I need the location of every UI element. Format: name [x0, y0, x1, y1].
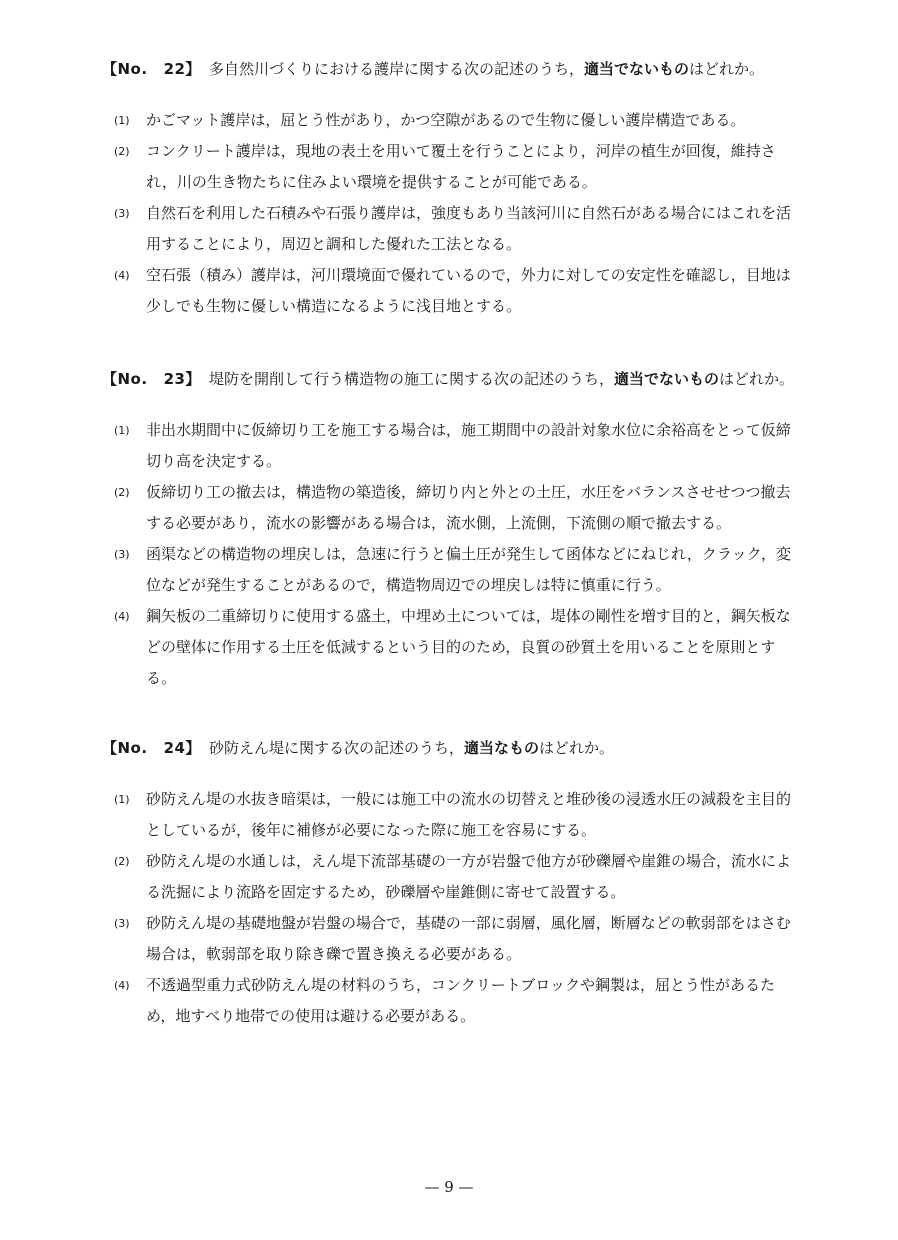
option-text: 函渠などの構造物の埋戻しは，急速に行うと偏土圧が発生して函体などにねじれ，クラック，変位などが発生することがあるので，構造物周辺での埋戻しは特に慎重に行う。 — [146, 545, 792, 594]
option-item — [102, 846, 802, 908]
question-header — [102, 737, 802, 759]
page-number: — 9 — — [424, 1178, 474, 1196]
option-item — [102, 601, 802, 694]
option-number: (3) — [114, 917, 130, 930]
option-number: (3) — [114, 207, 130, 220]
question-23 — [102, 368, 802, 694]
option-number: (2) — [114, 145, 130, 158]
question-stem: 堤防を開削して行う構造物の施工に関する次の記述のうち， — [208, 370, 614, 388]
question-24 — [102, 737, 802, 1032]
option-number: (3) — [114, 548, 130, 561]
option-item — [102, 105, 802, 136]
option-number: (1) — [114, 114, 130, 127]
option-list — [102, 784, 802, 1032]
option-item — [102, 970, 802, 1032]
question-stem: 多自然川づくりにおける護岸に関する次の記述のうち， — [208, 60, 584, 78]
question-emphasis: 適当でないもの — [613, 370, 719, 388]
question-suffix: はどれか。 — [718, 370, 794, 388]
question-suffix: はどれか。 — [538, 739, 614, 757]
option-item — [102, 539, 802, 601]
option-number: (1) — [114, 793, 130, 806]
option-item — [102, 198, 802, 260]
option-list — [102, 415, 802, 694]
option-number: (4) — [114, 269, 130, 282]
option-text: 空石張（積み）護岸は，河川環境面で優れているので，外力に対しての安定性を確認し，目地は少しでも生物に優しい構造になるように浅目地とする。 — [146, 266, 791, 315]
option-item — [102, 908, 802, 970]
question-header — [102, 58, 802, 80]
question-suffix: はどれか。 — [688, 60, 764, 78]
option-number: (1) — [114, 424, 130, 437]
option-number: (2) — [114, 855, 130, 868]
option-item — [102, 784, 802, 846]
option-text: 不透過型重力式砂防えん堤の材料のうち，コンクリートブロックや鋼製は，屈とう性があるため，地すべり地帯での使用は避ける必要がある。 — [146, 976, 775, 1025]
option-number: (4) — [114, 610, 130, 623]
question-number: 【No. 23】 — [102, 370, 201, 388]
question-header — [102, 368, 802, 390]
option-text: 自然石を利用した石積みや石張り護岸は，強度もあり当該河川に自然石がある場合にはこれを活用することにより，周辺と調和した優れた工法となる。 — [146, 204, 792, 253]
option-list — [102, 105, 802, 322]
option-number: (2) — [114, 486, 130, 499]
option-text: コンクリート護岸は，現地の表土を用いて覆土を行うことにより，河岸の植生が回復，維持され，川の生き物たちに住みよい環境を提供することが可能である。 — [146, 142, 776, 191]
option-item — [102, 415, 802, 477]
option-text: かごマット護岸は，屈とう性があり，かつ空隙があるので生物に優しい護岸構造である。 — [146, 111, 746, 129]
question-number: 【No. 24】 — [102, 739, 201, 757]
question-stem: 砂防えん堤に関する次の記述のうち， — [208, 739, 464, 757]
option-item — [102, 260, 802, 322]
question-emphasis: 適当なもの — [463, 739, 539, 757]
option-text: 砂防えん堤の水抜き暗渠は，一般には施工中の流水の切替えと堆砂後の浸透水圧の減殺を主目的としているが，後年に補修が必要になった際に施工を容易にする。 — [146, 790, 792, 839]
option-number: (4) — [114, 979, 130, 992]
option-text: 砂防えん堤の水通しは，えん堤下流部基礎の一方が岩盤で他方が砂礫層や崖錐の場合，流水による洗掘により流路を固定するため，砂礫層や崖錐側に寄せて設置する。 — [146, 852, 792, 901]
question-22 — [102, 58, 802, 322]
option-item — [102, 136, 802, 198]
option-text: 鋼矢板の二重締切りに使用する盛土，中埋め土については，堤体の剛性を増す目的と，鋼矢板などの壁体に作用する土圧を低減するという目的のため，良質の砂質土を用いることを原則とする。 — [146, 607, 791, 687]
question-emphasis: 適当でないもの — [583, 60, 689, 78]
option-text: 非出水期間中に仮締切り工を施工する場合は，施工期間中の設計対象水位に余裕高をとって仮締切り高を決定する。 — [146, 421, 791, 470]
option-item — [102, 477, 802, 539]
option-text: 仮締切り工の撤去は，構造物の築造後，締切り内と外との土圧，水圧をバランスさせせつつ撤去する必要があり，流水の影響がある場合は，流水側，上流側，下流側の順で撤去する。 — [146, 483, 791, 532]
option-text: 砂防えん堤の基礎地盤が岩盤の場合で，基礎の一部に弱層，風化層，断層などの軟弱部をはさむ場合は，軟弱部を取り除き礫で置き換える必要がある。 — [146, 914, 791, 963]
question-number: 【No. 22】 — [102, 60, 201, 78]
